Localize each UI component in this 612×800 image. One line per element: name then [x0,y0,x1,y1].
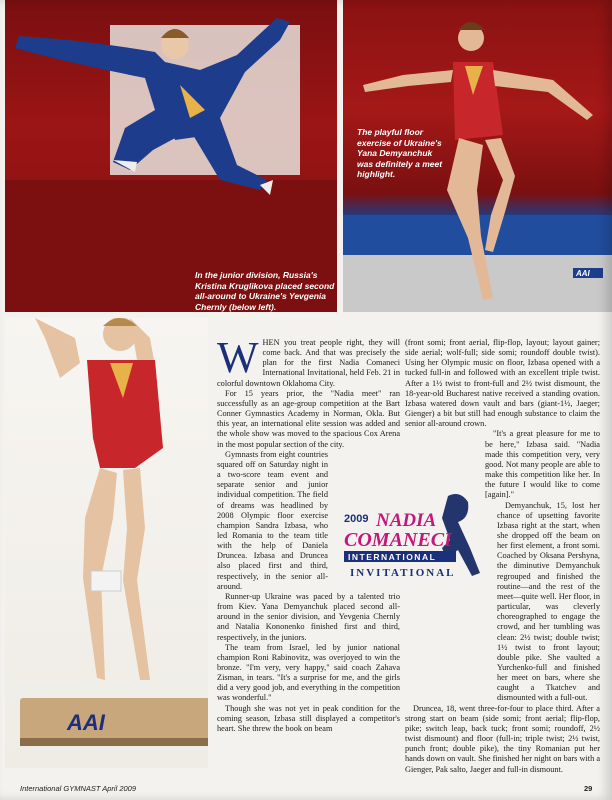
article-paragraph: Demyanchuk, 15, lost her chance of upsetting favorite Izbasa right at the start, when she dropped off the beam on her first element, a front somi. Coached by Oksana Pershyna, the diminutive Demyanchuk regrouped and finished the routine—and the rest of the meet—quite well. Her floor, in particular, was cleverly choreographed to engage the crowd, and her tumbling was clean: 2½ twist; double twist; 1½ twist to front layout; double pike. She vaulted a Yurchenko-full and finished her meet on bars, where she caught a Tkatchev and dismounted with a full-out. [497,500,600,703]
article-paragraph: For 15 years prior, the "Nadia meet" ran successfully as an age-group competition at the Bart Conner Gymnastics Academy in Norman, Okla. But this year, an international elite session was added and the whole show was moved to the spacious Cox Arena in the most popular section of the city. [217,388,400,449]
logo-invitational: INVITATIONAL [350,567,456,579]
beam-logo-aai: AAI [67,710,105,735]
logo-graphic [330,488,495,598]
page-number: 29 [584,784,593,793]
drop-cap: W [217,333,259,382]
article-paragraph: Gymnasts from eight countries squared off on Saturday night in a two-score team event and separate senior and junior individual competition. The field of dreams was headlined by 2008 Olympic floor exercise champion Sandra Izbasa, who led Romania to the team title with the help of Daniela Druncea. Izbasa and Druncea also placed first and third, respectively, in the senior all-around. [217,449,328,591]
photo-chernly-beam [5,318,208,768]
photo-kruglikova-leap [5,0,337,312]
logo-nadia: NADIA [376,510,437,531]
logo-year: 2009 [344,513,369,525]
logo-comaneci: COMANECI [344,529,452,551]
photo-demyanchuk-floor [343,0,612,312]
arena-sign-aai: AAI [576,269,590,278]
leap-illustration [5,0,337,312]
footer-publication: International GYMNAST April 2009 [20,784,137,793]
article-lead-paragraph [217,333,400,389]
nadia-comaneci-invitational-logo [330,488,495,598]
lead-text: HEN you treat people right, they will come back. And that was precisely the plan for the first Nadia Comaneci International Invitational, held Feb. 21 in colorful downtown Oklahoma City. [217,338,400,388]
article-paragraph: (front somi; front aerial, flip-flop, layout; layout gainer; side aerial; wolf-full; side somi; roundoff double twist). Using her Olympic music on floor, Izbasa opened with a tucked full-in and followed with an excellent triple twist. After a 1½ twist to front-full and 2½ twist dismount, the 18-year-old Bucharest native received a standing ovation. Izbasa watered down vault and bars (giant-1½, Jaeger; Gienger) a bit but still had enough substance to claim the senior all-around crown. [405,338,600,429]
beam-illustration [5,318,208,768]
article-paragraph: The team from Israel, led by junior national champion Roni Rabinovitz, was overjoyed to win the bronze. "I'm very, very happy," said coach Zahava Zisman, in tears. "It's a surprise for me, and the girls did a very good job, and everything in the competition was wonderful." [217,642,400,703]
caption-junior-division: In the junior division, Russia's Kristina Kruglikova placed second all-around to Ukraine's Yevgenia Chernly (below left). [195,270,335,312]
article-paragraph: "It's a great pleasure for me to be here," Izbasa said. "Nadia made this competition very, very good. Not many people are able to make this competition like her. In the future I would like to come [again]." [485,429,600,500]
caption-floor-exercise: The playful floor exercise of Ukraine's Yana Demyanchuk was definitely a meet highlight. [357,127,443,179]
article-paragraph: Runner-up Ukraine was paced by a talented trio from Kiev. Yana Demyanchuk placed second all-around in the senior division, and Yevgenia Chernly and Natalia Kononenko finished first and third, respectively, in the juniors. [217,591,400,642]
article-paragraph: Though she was not yet in peak condition for the coming season, Izbasa still displayed a competitor's heart. She threw the book on beam [217,703,400,733]
article-paragraph: Druncea, 18, went three-for-four to place third. After a strong start on beam (side somi; front aerial; flip-flop, pike; switch leap, back tuck; front somi; roundoff, 2½ twist dismount) and floor (full-in; triple twist; 2½ twist, punch front; double pike), the tiny Romanian put her hands down on vault. She finished her night on bars with a Gienger, Pak salto, Jaeger and full-in dismount. [405,703,600,774]
logo-international: INTERNATIONAL [348,552,437,562]
